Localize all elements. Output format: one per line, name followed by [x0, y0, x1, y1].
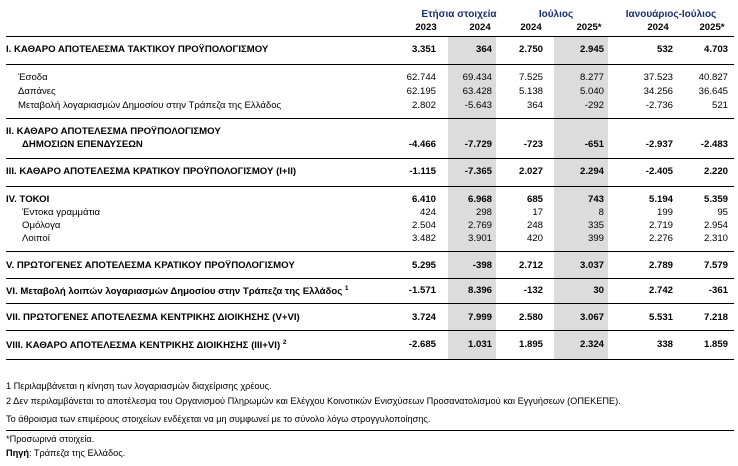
- cell-value: 17: [532, 207, 543, 218]
- cell-value: 7.525: [518, 72, 543, 83]
- table-row: [0, 339, 738, 352]
- row-label: Μεταβολή λογαριασμών Δημοσίου στην Τράπεζα της Ελλάδος: [18, 100, 282, 111]
- row-label: II. ΚΑΘΑΡΟ ΑΠΟΤΕΛΕΣΜΑ ΠΡΟΫΠΟΛΟΓΙΣΜΟΥ: [6, 126, 221, 137]
- footnote-marker: 1: [344, 285, 349, 292]
- cell-value: 5.040: [579, 86, 604, 97]
- cell-value: 34.256: [643, 86, 673, 97]
- cell-value: 1.859: [703, 339, 728, 350]
- cell-value: 5.531: [648, 312, 673, 323]
- header-year-july-2025: 2025*: [576, 22, 602, 33]
- cell-value: 743: [587, 194, 604, 205]
- row-label-text: VI. Μεταβολή λοιπών λογαριασμών Δημοσίου στην Τράπεζα της Ελλάδος: [6, 286, 343, 297]
- cell-value: 5.295: [411, 260, 436, 271]
- footnote-marker: 2: [282, 339, 287, 346]
- row-label-continued: ΔΗΜΟΣΙΩΝ ΕΠΕΝΔΥΣΕΩΝ: [22, 139, 143, 150]
- cell-value: -2.405: [645, 166, 673, 177]
- cell-value: 521: [711, 100, 728, 111]
- footnote-1: 1 Περιλαμβάνεται η κίνηση των λογαριασμών διαχείρισης χρέους.: [6, 381, 272, 391]
- cell-value: -1.571: [408, 285, 436, 296]
- cell-value: 7.579: [703, 260, 728, 271]
- cell-value: 30: [593, 285, 604, 296]
- row-label: [6, 285, 349, 297]
- cell-value: -1.115: [409, 166, 436, 177]
- row-divider: [6, 278, 734, 279]
- source-text: : Τράπεζα της Ελλάδος.: [28, 448, 126, 458]
- header-group-jan-july: Ιανουάριος-Ιούλιος: [625, 9, 717, 20]
- provisional-note: *Προσωρινά στοιχεία.: [6, 434, 95, 444]
- cell-value: 62.195: [406, 86, 436, 97]
- cell-value: 2.802: [411, 100, 436, 111]
- cell-value: 2.954: [703, 220, 728, 231]
- header-rule: [6, 36, 734, 37]
- cell-value: 2.742: [648, 285, 673, 296]
- cell-value: 2.580: [518, 312, 543, 323]
- row-label: VII. ΠΡΩΤΟΓΕΝΕΣ ΑΠΟΤΕΛΕΣΜΑ ΚΕΝΤΡΙΚΗΣ ΔΙΟΙΚΗΣΗΣ (V+VI): [6, 312, 300, 323]
- cell-value: 2.027: [518, 166, 543, 177]
- table-row: [0, 166, 738, 179]
- cell-value: 8: [598, 207, 604, 218]
- footnote-2: 2 Δεν περιλαμβάνεται το αποτέλεσμα του Οργανισμού Πληρωμών και Ελέγχου Κοινοτικών Ενισχύσεων Προσανατολισμού και Εγγυήσεων (ΟΠΕΚΕΠΕ).: [6, 396, 621, 406]
- row-divider: [6, 303, 734, 304]
- cell-value: 3.901: [467, 233, 492, 244]
- cell-value: -651: [584, 139, 604, 150]
- cell-value: 62.744: [406, 72, 436, 83]
- cell-value: 2.220: [703, 166, 728, 177]
- cell-value: -398: [472, 260, 492, 271]
- cell-value: 199: [656, 207, 673, 218]
- source-label: Πηγή: [6, 448, 29, 458]
- cell-value: 364: [475, 44, 492, 55]
- rounding-note: Το άθροισμα των επιμέρους στοιχείων ενδέχεται να μη συμφωνεί με το σύνολο λόγω στρογγυλοποίησης.: [6, 414, 431, 424]
- header-year-annual-2024: 2024: [469, 22, 491, 33]
- cell-value: 5.359: [703, 194, 728, 205]
- source-line: [6, 448, 125, 458]
- cell-value: 1.031: [467, 339, 492, 350]
- cell-value: 2.789: [648, 260, 673, 271]
- cell-value: 40.827: [698, 72, 728, 83]
- table-row: [0, 100, 738, 113]
- cell-value: 36.645: [698, 86, 728, 97]
- cell-value: 424: [419, 207, 436, 218]
- row-label: I. ΚΑΘΑΡΟ ΑΠΟΤΕΛΕΣΜΑ ΤΑΚΤΙΚΟΥ ΠΡΟΫΠΟΛΟΓΙΣΜΟΥ: [6, 44, 269, 55]
- table-row: [0, 312, 738, 325]
- row-label: V. ΠΡΩΤΟΓΕΝΕΣ ΑΠΟΤΕΛΕΣΜΑ ΚΡΑΤΙΚΟΥ ΠΡΟΫΠΟΛΟΓΙΣΜΟΥ: [6, 260, 295, 271]
- row-divider: [6, 186, 734, 187]
- row-divider: [6, 158, 734, 159]
- cell-value: -5.643: [464, 100, 492, 111]
- row-label: [6, 339, 286, 351]
- cell-value: 685: [526, 194, 543, 205]
- cell-value: -7.729: [464, 139, 492, 150]
- row-label-text: VIII. ΚΑΘΑΡΟ ΑΠΟΤΕΛΕΣΜΑ ΚΕΝΤΡΙΚΗΣ ΔΙΟΙΚΗΣΗΣ (III+VI): [6, 340, 281, 351]
- cell-value: -2.483: [700, 139, 728, 150]
- row-label: Έντοκα γραμμάτια: [22, 207, 101, 218]
- table-row: [0, 139, 738, 152]
- table-row: [0, 233, 738, 246]
- row-divider: [6, 251, 734, 252]
- table-row: [0, 260, 738, 273]
- table-bottom-rule: [6, 359, 734, 360]
- cell-value: 3.351: [411, 44, 436, 55]
- cell-value: 335: [587, 220, 604, 231]
- cell-value: 95: [717, 207, 728, 218]
- cell-value: 248: [526, 220, 543, 231]
- cell-value: -292: [584, 100, 604, 111]
- header-year-annual-2023: 2023: [415, 22, 437, 33]
- cell-value: 5.138: [518, 86, 543, 97]
- cell-value: 8.277: [579, 72, 604, 83]
- cell-value: -2.685: [408, 339, 436, 350]
- cell-value: 2.750: [518, 44, 543, 55]
- cell-value: 6.968: [467, 194, 492, 205]
- cell-value: -132: [523, 285, 543, 296]
- row-label: Έσοδα: [18, 72, 48, 83]
- row-divider: [6, 64, 734, 65]
- cell-value: 364: [526, 100, 543, 111]
- cell-value: 7.999: [467, 312, 492, 323]
- cell-value: 3.482: [411, 233, 436, 244]
- cell-value: 2.276: [648, 233, 673, 244]
- header-group-annual: Ετήσια στοιχεία: [421, 9, 497, 20]
- row-divider: [6, 330, 734, 331]
- cell-value: 4.703: [703, 44, 728, 55]
- table-row: [0, 285, 738, 298]
- cell-value: -2.736: [645, 100, 673, 111]
- cell-value: 298: [475, 207, 492, 218]
- cell-value: 2.945: [579, 44, 604, 55]
- notes-rule: [6, 430, 734, 431]
- table-row: [0, 86, 738, 99]
- cell-value: 3.037: [579, 260, 604, 271]
- row-label: Ομόλογα: [22, 220, 61, 231]
- cell-value: 532: [656, 44, 673, 55]
- header-year-janjul-2025: 2025*: [699, 22, 725, 33]
- cell-value: 2.769: [467, 220, 492, 231]
- row-label: III. ΚΑΘΑΡΟ ΑΠΟΤΕΛΕΣΜΑ ΚΡΑΤΙΚΟΥ ΠΡΟΫΠΟΛΟΓΙΣΜΟΥ (I+II): [6, 166, 297, 177]
- header-year-janjul-2024: 2024: [647, 22, 669, 33]
- table-row: [0, 44, 738, 57]
- cell-value: 63.428: [462, 86, 492, 97]
- cell-value: 7.218: [703, 312, 728, 323]
- cell-value: -361: [708, 285, 728, 296]
- cell-value: 2.310: [703, 233, 728, 244]
- row-label: Λοιποί: [22, 233, 50, 244]
- cell-value: 3.724: [411, 312, 436, 323]
- cell-value: 399: [587, 233, 604, 244]
- cell-value: 6.410: [411, 194, 436, 205]
- cell-value: 3.067: [579, 312, 604, 323]
- row-label: Δαπάνες: [18, 86, 56, 97]
- cell-value: 2.324: [579, 339, 604, 350]
- cell-value: 8.396: [467, 285, 492, 296]
- header-year-july-2024: 2024: [520, 22, 542, 33]
- cell-value: 37.523: [643, 72, 673, 83]
- cell-value: 5.194: [648, 194, 673, 205]
- cell-value: -723: [523, 139, 543, 150]
- row-label: IV. ΤΟΚΟΙ: [6, 194, 50, 205]
- cell-value: 69.434: [462, 72, 492, 83]
- cell-value: 1.895: [518, 339, 543, 350]
- header-group-july: Ιούλιος: [538, 9, 574, 20]
- table-row: [0, 194, 738, 207]
- cell-value: 420: [526, 233, 543, 244]
- table-row: [0, 126, 738, 139]
- table-row: [0, 220, 738, 233]
- cell-value: 2.719: [648, 220, 673, 231]
- table-row: [0, 207, 738, 220]
- cell-value: -4.466: [408, 139, 436, 150]
- cell-value: 2.504: [411, 220, 436, 231]
- table-row: [0, 72, 738, 85]
- cell-value: -7.365: [464, 166, 492, 177]
- row-divider: [6, 118, 734, 119]
- cell-value: -2.937: [645, 139, 673, 150]
- cell-value: 2.294: [579, 166, 604, 177]
- cell-value: 2.712: [518, 260, 543, 271]
- cell-value: 338: [656, 339, 673, 350]
